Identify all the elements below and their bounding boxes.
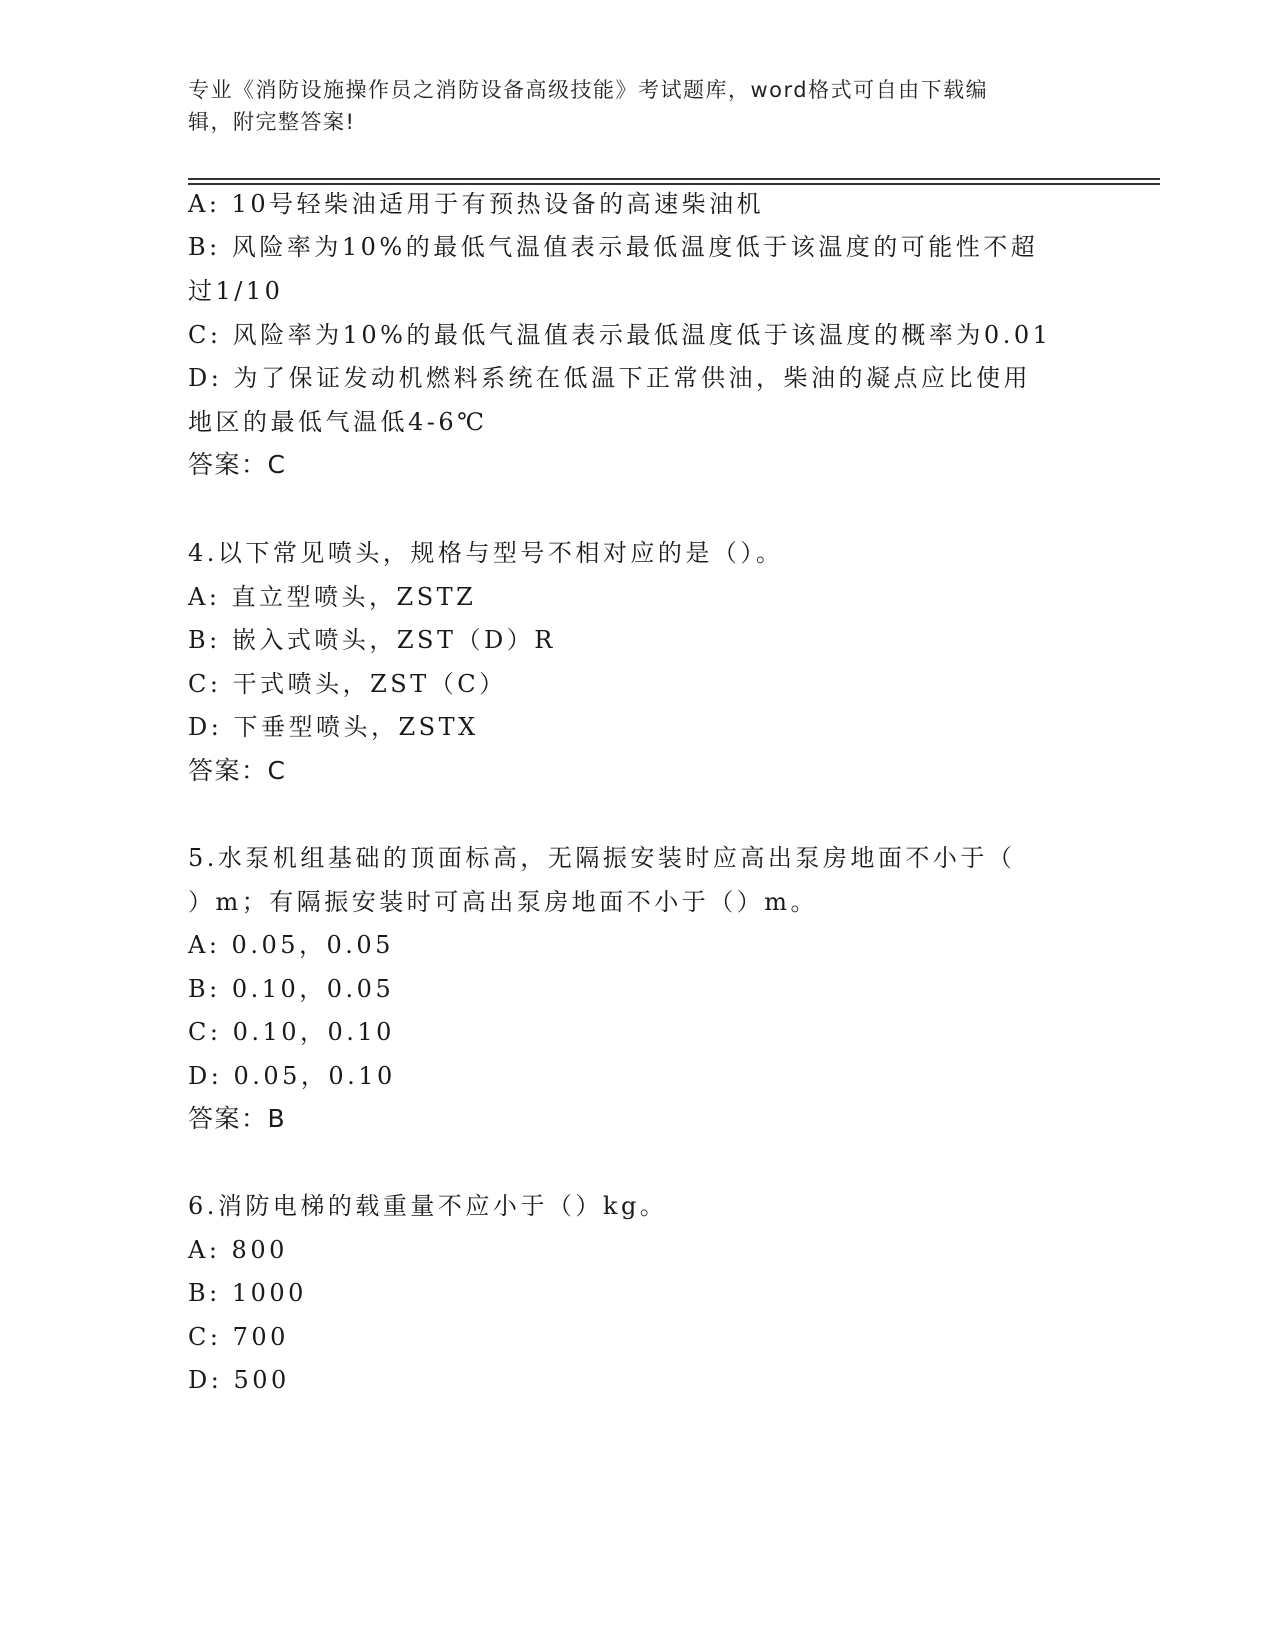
- q5-answer: 答案：B: [188, 1104, 287, 1133]
- q4-option-a: A: 直立型喷头，ZSTZ: [188, 583, 477, 611]
- q6-option-b: B: 1000: [188, 1279, 307, 1307]
- header-title-line-2: 辑，附完整答案!: [188, 110, 356, 134]
- q3-answer: 答案：C: [188, 450, 287, 479]
- q3-option-a: A: 10号轻柴油适用于有预热设备的高速柴油机: [188, 190, 765, 218]
- q6-stem: 6.消防电梯的载重量不应小于（）kg。: [188, 1192, 668, 1220]
- q4-option-b: B: 嵌入式喷头，ZST（D）R: [188, 626, 556, 654]
- document-header: [188, 74, 1068, 138]
- q3-option-d-line-1: D: 为了保证发动机燃料系统在低温下正常供油，柴油的凝点应比使用: [188, 364, 1031, 392]
- header-divider-top: [188, 178, 1160, 180]
- header-divider-bottom: [188, 183, 1160, 185]
- q5-stem-line-2: ）m；有隔振安装时可高出泵房地面不小于（）m。: [188, 888, 819, 916]
- q6-option-a: A: 800: [188, 1236, 288, 1264]
- header-title-line-1: 专业《消防设施操作员之消防设备高级技能》考试题库，word格式可自由下载编: [188, 78, 989, 102]
- q4-option-c: C: 干式喷头，ZST（C）: [188, 670, 507, 698]
- q4-option-d: D: 下垂型喷头，ZSTX: [188, 713, 479, 741]
- q5-stem-line-1: 5.水泵机组基础的顶面标高，无隔振安装时应高出泵房地面不小于（: [188, 844, 1016, 872]
- q4-stem: 4.以下常见喷头，规格与型号不相对应的是（）。: [188, 539, 784, 567]
- q5-option-c: C: 0.10，0.10: [188, 1018, 395, 1046]
- q5-option-a: A: 0.05，0.05: [188, 931, 394, 959]
- q6-option-d: D: 500: [188, 1366, 290, 1394]
- q5-option-b: B: 0.10，0.05: [188, 975, 395, 1003]
- q5-option-d: D: 0.05，0.10: [188, 1062, 396, 1090]
- q3-option-c: C: 风险率为10%的最低气温值表示最低温度低于该温度的概率为0.01: [188, 321, 1052, 349]
- q6-option-c: C: 700: [188, 1323, 289, 1351]
- q3-option-d-line-2: 地区的最低气温低4-6℃: [188, 408, 488, 436]
- q3-option-b-line-2: 过1/10: [188, 277, 284, 305]
- q3-option-b-line-1: B: 风险率为10%的最低气温值表示最低温度低于该温度的可能性不超: [188, 233, 1039, 261]
- q4-answer: 答案：C: [188, 756, 287, 785]
